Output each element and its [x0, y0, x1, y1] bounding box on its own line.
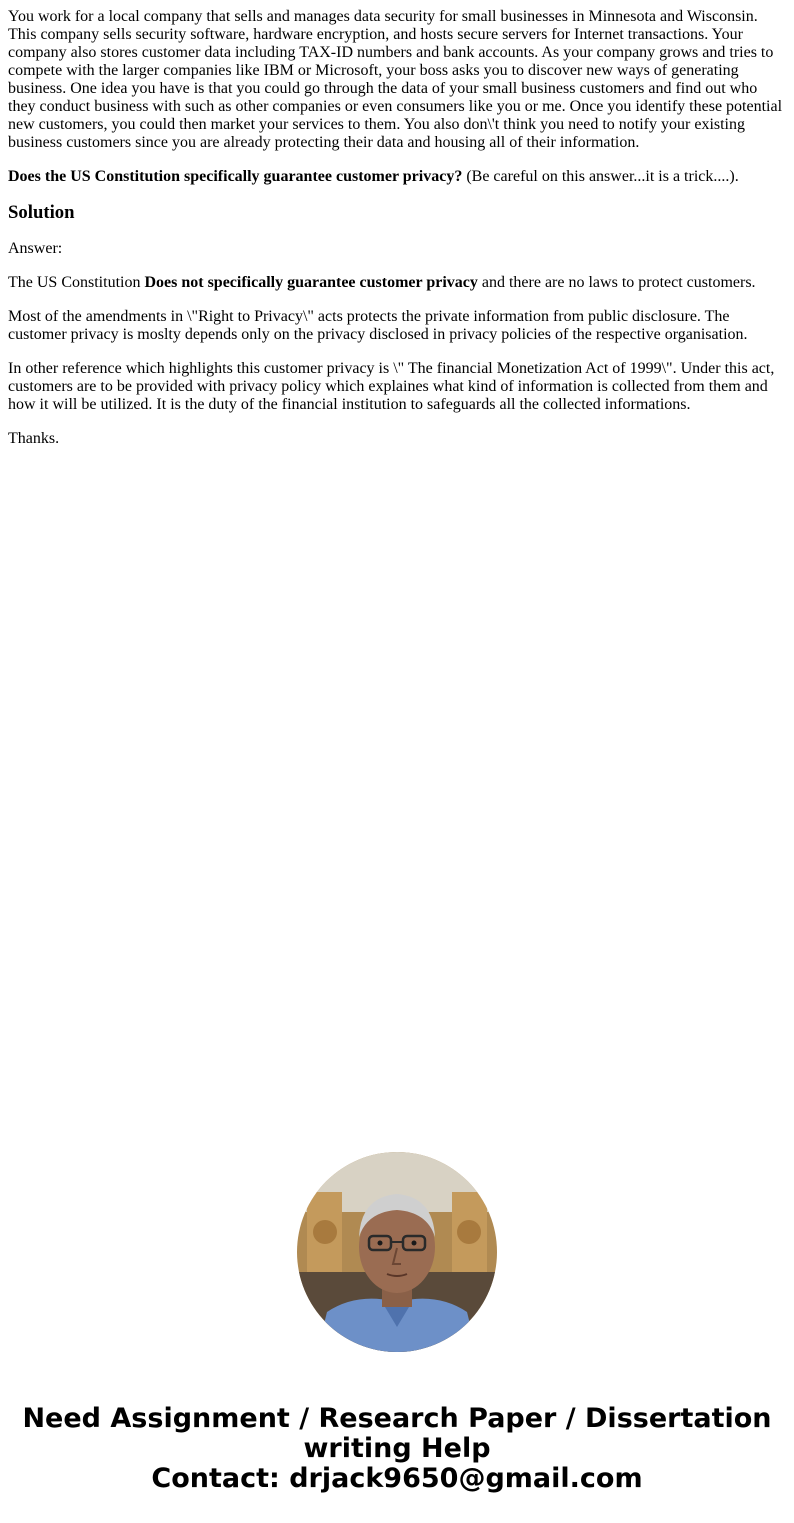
solution-heading: Solution — [8, 202, 75, 223]
answer-paragraph-3: In other reference which highlights this customer privacy is \" The financial Monetization Act of 1999\". Under this act, customers are to be provided with privacy policy which explaines what kind of information is collected from them and how it will be utilized. It is the duty of the financial institution to safeguards all the collected informations. — [8, 360, 775, 413]
answer-paragraph-2: Most of the amendments in \"Right to Privacy\" acts protects the private information from public disclosure. The customer privacy is moslty depends only on the privacy disclosed in privacy policies of the respective organisation. — [8, 308, 748, 343]
question-prompt-note: (Be careful on this answer...it is a trick....). — [462, 168, 739, 185]
author-avatar — [297, 1152, 497, 1352]
question-intro: You work for a local company that sells and manages data security for small businesses in Minnesota and Wisconsin. This company sells security software, hardware encryption, and hosts secure servers for Internet transactions. Your company also stores customer data including TAX-ID numbers and bank accounts. As your company grows and tries to compete with the larger companies like IBM or Microsoft, your boss asks you to discover new ways of generating business. One idea you have is that you could go through the data of your small business customers and find out who they conduct business with such as other companies or even consumers like you or me. Once you identify these potential new customers, you could then market your services to them. You also don\'t think you need to notify your existing business customers since you are already protecting their data and housing all of their information. — [8, 8, 783, 151]
promo-line-1: Need Assignment / Research Paper / Dissertation — [22, 1403, 772, 1434]
document-body — [8, 8, 786, 464]
thanks-text: Thanks. — [8, 430, 60, 447]
answer-label: Answer: — [8, 240, 63, 257]
answer-p1-end: and there are no laws to protect customers. — [477, 274, 756, 291]
answer-p1-start: The US Constitution — [8, 274, 145, 291]
promo-contact: Contact: drjack9650@gmail.com — [151, 1463, 643, 1494]
question-prompt-bold: Does the US Constitution specifically guarantee customer privacy? — [8, 168, 463, 185]
question-prompt — [8, 168, 786, 186]
promo-section — [0, 1152, 794, 1494]
promo-line-2: writing Help — [303, 1433, 491, 1464]
answer-paragraph-1 — [8, 274, 786, 292]
answer-p1-bold: Does not specifically guarantee customer privacy — [144, 274, 478, 291]
author-portrait-icon — [297, 1152, 497, 1352]
promo-text — [0, 1404, 794, 1494]
